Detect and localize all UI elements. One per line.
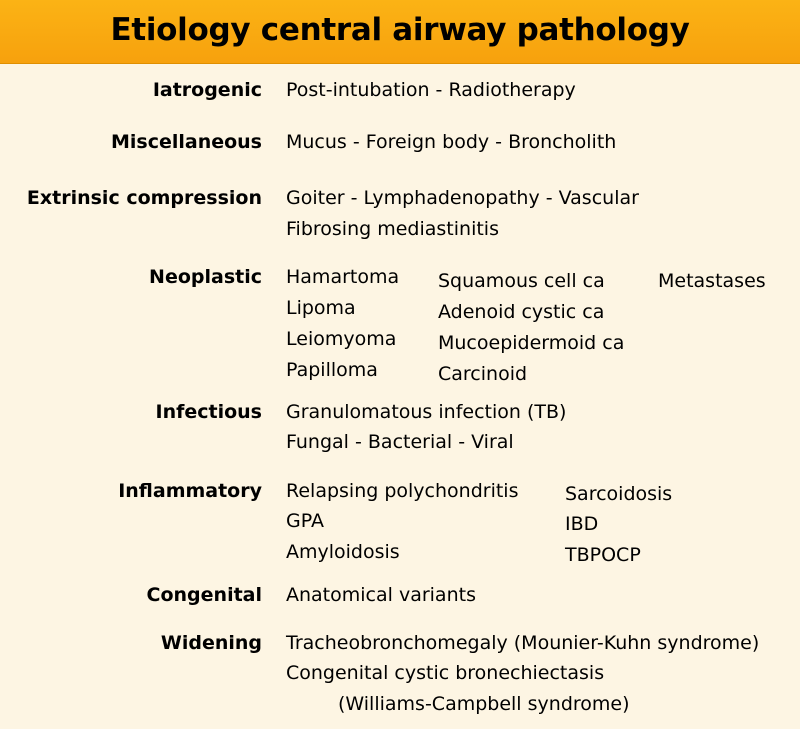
category-congenital: Congenital xyxy=(146,584,262,606)
congenital-item: Anatomical variants xyxy=(286,584,476,606)
category-extrinsic-compression: Extrinsic compression xyxy=(26,187,262,209)
inflammatory-item: Sarcoidosis xyxy=(565,483,673,505)
widening-item: Tracheobronchomegaly (Mounier-Kuhn syndrome) xyxy=(286,632,760,654)
category-widening: Widening xyxy=(160,632,262,654)
neoplastic-benign-item: Leiomyoma xyxy=(286,328,397,350)
inflammatory-item: GPA xyxy=(286,510,324,532)
extrinsic-item: Fibrosing mediastinitis xyxy=(286,218,499,240)
neoplastic-malignant-item: Carcinoid xyxy=(438,363,528,385)
category-inflammatory: Inflammatory xyxy=(118,480,262,502)
neoplastic-benign-item: Papilloma xyxy=(286,359,378,381)
infectious-item: Fungal - Bacterial - Viral xyxy=(286,431,514,453)
neoplastic-malignant-item: Adenoid cystic ca xyxy=(438,301,605,323)
miscellaneous-item: Mucus - Foreign body - Broncholith xyxy=(286,131,617,153)
title-banner xyxy=(0,0,800,64)
widening-item: Congenital cystic bronechiectasis xyxy=(286,662,605,684)
category-iatrogenic: Iatrogenic xyxy=(152,79,262,101)
neoplastic-benign-item: Hamartoma xyxy=(286,266,400,288)
neoplastic-malignant-item: Mucoepidermoid ca xyxy=(438,332,625,354)
inflammatory-item: Relapsing polychondritis xyxy=(286,480,519,502)
neoplastic-malignant-item: Squamous cell ca xyxy=(438,270,605,292)
neoplastic-metastases-item: Metastases xyxy=(658,270,766,292)
category-neoplastic: Neoplastic xyxy=(149,266,262,288)
neoplastic-benign-item: Lipoma xyxy=(286,297,356,319)
category-infectious: Infectious xyxy=(155,401,262,423)
extrinsic-item: Goiter - Lymphadenopathy - Vascular xyxy=(286,187,639,209)
iatrogenic-item: Post-intubation - Radiotherapy xyxy=(286,79,576,101)
page-title: Etiology central airway pathology xyxy=(110,12,690,48)
infectious-item: Granulomatous infection (TB) xyxy=(286,401,567,423)
category-miscellaneous: Miscellaneous xyxy=(110,131,262,153)
inflammatory-item: Amyloidosis xyxy=(286,541,400,563)
inflammatory-item: IBD xyxy=(565,513,599,535)
inflammatory-item: TBPOCP xyxy=(565,544,641,566)
widening-item: (Williams-Campbell syndrome) xyxy=(338,693,630,715)
